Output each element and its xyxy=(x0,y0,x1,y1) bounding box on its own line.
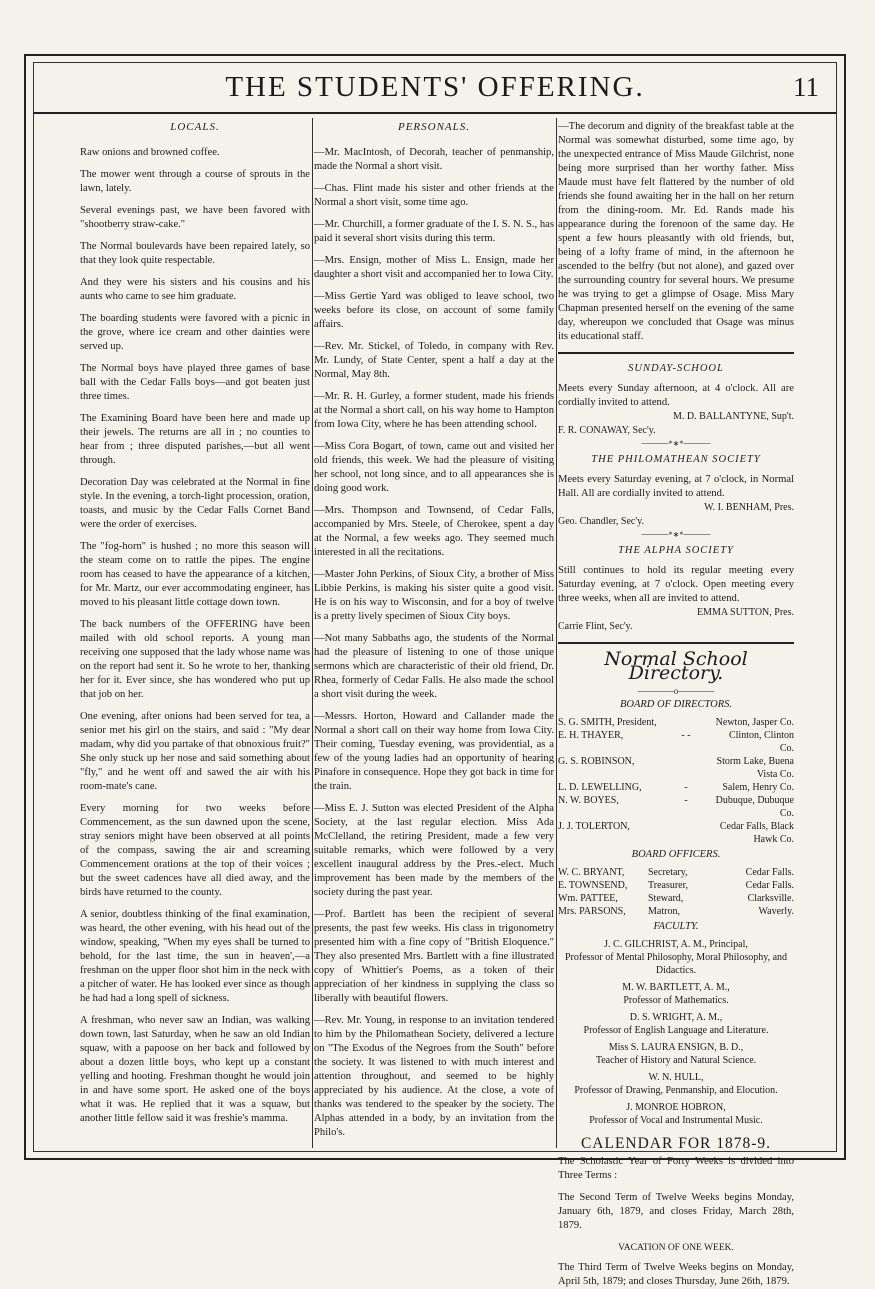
director-row xyxy=(558,755,794,781)
personals-item: —Rev. Mr. Stickel, of Toledo, in company with Rev. Mr. Lundy, of State Center, spent a half a day at the Normal, May 8th. xyxy=(314,341,554,380)
director-row xyxy=(558,729,794,755)
sunday-school-title: SUNDAY-SCHOOL xyxy=(628,363,724,374)
alpha-president: EMMA SUTTON, Pres. xyxy=(696,607,794,618)
faculty-role: Professor of English Language and Literature. xyxy=(583,1025,769,1036)
director-dash: - - xyxy=(681,730,691,741)
director-place: Clinton, Clinton Co. xyxy=(728,730,794,754)
officer-role: Matron, xyxy=(648,906,680,917)
director-dash: - xyxy=(684,795,688,806)
officer-role: Secretary, xyxy=(648,867,688,878)
locals-item: Several evenings past, we have been favored with "shootberry straw-cake." xyxy=(80,205,310,230)
faculty-name: J. MONROE HOBRON, xyxy=(626,1102,726,1113)
masthead xyxy=(33,62,837,114)
officer-name: Mrs. PARSONS, xyxy=(558,906,626,917)
director-name: S. G. SMITH, President, xyxy=(558,717,657,728)
sunday-school-superintendent: M. D. BALLANTYNE, Sup't. xyxy=(673,411,794,422)
director-name: E. H. THAYER, xyxy=(558,730,624,741)
director-dash xyxy=(658,755,714,781)
section-divider xyxy=(558,642,794,644)
directory-title: Normal School Directory. xyxy=(604,648,748,684)
personals-item: —Rev. Mr. Young, in response to an invitation tendered to him by the Philomathean Society, delivered a lecture on "The Exodus of the Negroes from the South" before the society. It was listened to with much interest and attention throughout, and seemed to be highly appreciated by his audience. At the close, a vote of thanks was tendered to the speaker by the society. The Alphas attended in a body, by an invitation from the Philo's. xyxy=(314,1015,554,1138)
board-of-directors-heading: BOARD OF DIRECTORS. xyxy=(619,699,733,710)
director-place: Newton, Jasper Co. xyxy=(715,717,794,728)
officer-row xyxy=(558,866,794,879)
officer-row xyxy=(558,879,794,892)
personals-column xyxy=(314,118,554,1152)
personals-item: —Not many Sabbaths ago, the students of the Normal had the pleasure of listening to one of those unique sermons which are characteristic of their old friend, Dr. Rhea, formerly of Cedar Falls. He also made the school a short visit during the week. xyxy=(314,633,554,700)
faculty-role: Professor of Mental Philosophy, Moral Philosophy, and Didactics. xyxy=(564,952,788,976)
director-place: Storm Lake, Buena Vista Co. xyxy=(716,756,794,780)
officer-role: Treasurer, xyxy=(648,880,689,891)
director-place: Cedar Falls, Black Hawk Co. xyxy=(719,821,794,845)
personals-item: —Messrs. Horton, Howard and Callander made the Normal a short call on their way home from Iowa City. Their coming, Tuesday evening, was providential, as a few of the young ladies had an opportunity of hearing Pinafore in consequence. Hope they got back in time for the train. xyxy=(314,711,554,792)
locals-item: Raw onions and browned coffee. xyxy=(80,147,220,158)
faculty-heading: FACULTY. xyxy=(653,921,699,932)
director-name: J. J. TOLERTON, xyxy=(558,821,630,832)
personals-item: —Mr. R. H. Gurley, a former student, made his friends at the Normal a short call, on his way home to Hampton from Iowa City, where he has been attending school. xyxy=(314,391,554,430)
calendar-title: CALENDAR FOR 1878-9. xyxy=(580,1135,772,1152)
director-name: G. S. ROBINSON, xyxy=(558,756,635,767)
locals-item: The Examining Board have been here and made up their jewels. The returns are all in ; no counties to hear from ; three disputed parishes,—but all went through. xyxy=(80,413,310,466)
philomathean-title: THE PHILOMATHEAN SOCIETY xyxy=(591,454,761,465)
faculty-role: Professor of Mathematics. xyxy=(623,995,729,1006)
locals-item: The Normal boulevards have been repaired lately, so that they look quite respectable. xyxy=(80,241,310,266)
locals-column xyxy=(80,118,310,1152)
locals-heading: LOCALS. xyxy=(170,121,220,133)
board-officers-heading: BOARD OFFICERS. xyxy=(631,849,721,860)
director-dash: - xyxy=(684,782,688,793)
asterism-ornament: ———*∗*——— xyxy=(641,529,711,539)
faculty-name: W. N. HULL, xyxy=(648,1072,704,1083)
officer-name: W. C. BRYANT, xyxy=(558,867,625,878)
philomathean-secretary: Geo. Chandler, Sec'y. xyxy=(558,516,645,527)
asterism-ornament: ———*∗*——— xyxy=(641,438,711,448)
locals-item: The back numbers of the OFFERING have been mailed with old school reports. A young man receiving one supposed that the lady whose name was on the report had sent it. So he wrote to her, thanking her for it. Ever since, she has wondered who put up that job on her. xyxy=(80,619,310,700)
sunday-school-text: Meets every Sunday afternoon, at 4 o'clock. All are cordially invited to attend. xyxy=(558,383,794,408)
officer-place: Cedar Falls. xyxy=(745,867,794,878)
officer-role: Steward, xyxy=(648,893,684,904)
philomathean-president: W. I. BENHAM, Pres. xyxy=(704,502,794,513)
director-dash xyxy=(658,716,714,729)
director-name: N. W. BOYES, xyxy=(558,795,619,806)
personals-item: —Mrs. Ensign, mother of Miss L. Ensign, made her daughter a short visit and accompanied her to Iowa City. xyxy=(314,255,554,280)
director-place: Dubuque, Dubuque Co. xyxy=(715,795,794,819)
personals-item: —Miss Cora Bogart, of town, came out and visited her old friends, this week. We had the pleasure of visiting her school, not long since, and to all appearances she is doing good work. xyxy=(314,441,554,494)
director-dash xyxy=(658,820,714,846)
column-rule-1 xyxy=(312,118,313,1148)
faculty-name: M. W. BARTLETT, A. M., xyxy=(622,982,730,993)
locals-item: Decoration Day was celebrated at the Normal in fine style. In the evening, a torch-light procession, oration, toasts, and music by the Cedar Falls Cornet Band were the order of exercises. xyxy=(80,477,310,530)
sunday-school-secretary: F. R. CONAWAY, Sec'y. xyxy=(558,425,656,436)
director-row xyxy=(558,794,794,820)
personals-item: —Chas. Flint made his sister and other friends at the Normal a short visit, some time ago. xyxy=(314,183,554,208)
section-divider xyxy=(558,352,794,354)
officer-row xyxy=(558,892,794,905)
officer-name: E. TOWNSEND, xyxy=(558,880,628,891)
personals-item: —Master John Perkins, of Sioux City, a brother of Miss Libbie Perkins, is making his sister quite a good visit. He is on his way to Wisconsin, and for a boy of twelve is a pretty lively specimen of Sioux City boys. xyxy=(314,569,554,622)
alpha-text: Still continues to hold its regular meeting every Saturday evening, at 7 o'clock. Open meeting every three weeks, when all are invited to attend. xyxy=(558,565,794,604)
breakfast-story: —The decorum and dignity of the breakfast table at the Normal was somewhat disturbed, some time ago, by the unexpected entrance of Miss Maude Gilchrist, none being more surprised than her worthy father. Miss Maude must have felt flattered by the number of old friends she found awaiting her in the hall on her return from the dining-room. Mr. Ed. Rands made his appearance during the forenoon of the same day. He spent a few hours pleasantly with old friends, but, being of a lofty frame of mind, in the afternoon he ascended to the belfry (but not alone), and gazed over the surrounding country for several hours. We presume he was trying to get a glimpse of Osage. Miss Mary Chapman presented herself on the evening of the same day, whereupon we concluded that Osage was minus its educational staff. xyxy=(558,121,794,342)
personals-item: —Mr. Churchill, a former graduate of the I. S. N. S., has paid it several short visits during this term. xyxy=(314,219,554,244)
locals-item: And they were his sisters and his cousins and his aunts who came to see him graduate. xyxy=(80,277,310,302)
faculty-role: Teacher of History and Natural Science. xyxy=(595,1055,757,1066)
director-place: Salem, Henry Co. xyxy=(722,782,794,793)
officer-name: Wm. PATTEE, xyxy=(558,893,618,904)
director-name: L. D. LEWELLING, xyxy=(558,782,642,793)
locals-item: The "fog-horn" is hushed ; no more this season will the steam come on to rattle the pipes. The engine room has ceased to have the appearance of a kitchen, for Mr. Martz, our ever accommodating engineer, has moved to his pleasant little cottage down town. xyxy=(80,541,310,608)
philomathean-text: Meets every Saturday evening, at 7 o'clock, in Normal Hall. All are cordially invited to attend. xyxy=(558,474,794,499)
personals-item: —Prof. Bartlett has been the recipient of several presents, the past few weeks. His class in trigonometry presented him with a fine copy of "British Eloquence." They also presented Mrs. Bartlett with a fine illustrated copy of Whittier's Poems, as a token of their appreciation of her kindness in supplying the class so liberally with beautiful flowers. xyxy=(314,909,554,1004)
calendar-vacation: VACATION OF ONE WEEK. xyxy=(618,1243,734,1253)
faculty-name: Miss S. LAURA ENSIGN, B. D., xyxy=(608,1042,744,1053)
directory-column xyxy=(558,118,794,1287)
alpha-secretary: Carrie Flint, Sec'y. xyxy=(558,621,633,632)
director-row xyxy=(558,820,794,846)
column-rule-2 xyxy=(556,118,557,1148)
calendar-third-term: The Third Term of Twelve Weeks begins on Monday, April 5th, 1879; and closes Thursday, June 26th, 1879. xyxy=(558,1262,794,1287)
officer-place: Cedar Falls. xyxy=(745,880,794,891)
locals-item: Every morning for two weeks before Commencement, as the sun dawned upon the scene, stray seniors might have been observed at all points of the compass, sawing the air and screaming Commencement orations at the top of their voices ; but the sweet cadences have all died away, and the birds have returned to the county. xyxy=(80,803,310,898)
alpha-title: THE ALPHA SOCIETY xyxy=(618,545,734,556)
personals-item: —Mrs. Thompson and Townsend, of Cedar Falls, accompanied by Mrs. Steele, of Cherokee, spent a day at the Normal, a few weeks ago. They seemed much interested in all the recitations. xyxy=(314,505,554,558)
personals-item: —Miss E. J. Sutton was elected President of the Alpha Society, at the last regular election. Miss Ada McClelland, the retiring President, made a few very suitable remarks, which were followed by a very excellent inaugural address by the Pres.-elect. Much improvement has been made by the members of the society during the past year. xyxy=(314,803,554,898)
director-row xyxy=(558,781,794,794)
locals-item: A senior, doubtless thinking of the final examination, was heard, the other evening, with his head out of the window, speaking, "When my eyes shall be turned to behold, for the last time, the sun in heaven',—a freshman on the upper floor shot him in the neck with a pitcher of water. He has looked ever since as though he had had a long spell of sickness. xyxy=(80,909,310,1004)
page-number: 11 xyxy=(793,72,819,102)
locals-item: One evening, after onions had been served for tea, a senior met his girl on the stairs, and said : "My dear madam, why did you partake of that obnoxious fruit?" She only stuck up her nose and said something about "fly," and he went off and sawed the air with his room-mate's cane. xyxy=(80,711,310,792)
newspaper-title: THE STUDENTS' OFFERING. xyxy=(225,71,645,103)
locals-item: The Normal boys have played three games of base ball with the Cedar Falls boys—and got beaten just three times. xyxy=(80,363,310,402)
personals-heading: PERSONALS. xyxy=(397,121,471,133)
locals-item: A freshman, who never saw an Indian, was walking down town, last Saturday, when he saw an old Indian squaw, with a papoose on her back and followed by about a dozen little boys, who kept up a constant yelling and hooting. Freshman thought he would join in and have some sport. He asked one of the boys what it was. He replied that it was a squaw, but another little fellow said it was freshie's mamma. xyxy=(80,1015,310,1124)
faculty-name: J. C. GILCHRIST, A. M., Principal, xyxy=(604,939,748,950)
director-row xyxy=(558,716,794,729)
ornament-rule: ————o———— xyxy=(637,686,715,696)
officer-place: Clarksville. xyxy=(747,893,794,904)
calendar-intro: The Scholastic Year of Forty Weeks is divided into Three Terms : xyxy=(558,1156,794,1181)
calendar-second-term: The Second Term of Twelve Weeks begins Monday, January 6th, 1879, and closes Friday, March 28th, 1879. xyxy=(558,1192,794,1231)
locals-item: The boarding students were favored with a picnic in the grove, where ice cream and other dainties were served up. xyxy=(80,313,310,352)
officer-row xyxy=(558,905,794,918)
officer-place: Waverly. xyxy=(758,906,794,917)
faculty-name: D. S. WRIGHT, A. M., xyxy=(629,1012,723,1023)
personals-item: —Miss Gertie Yard was obliged to leave school, two weeks before its close, on account of some family affairs. xyxy=(314,291,554,330)
locals-item: The mower went through a course of sprouts in the lawn, lately. xyxy=(80,169,310,194)
personals-item: —Mr. MacIntosh, of Decorah, teacher of penmanship, made the Normal a short visit. xyxy=(314,147,554,172)
faculty-role: Professor of Vocal and Instrumental Music. xyxy=(589,1115,763,1126)
faculty-role: Professor of Drawing, Penmanship, and Elocution. xyxy=(574,1085,778,1096)
